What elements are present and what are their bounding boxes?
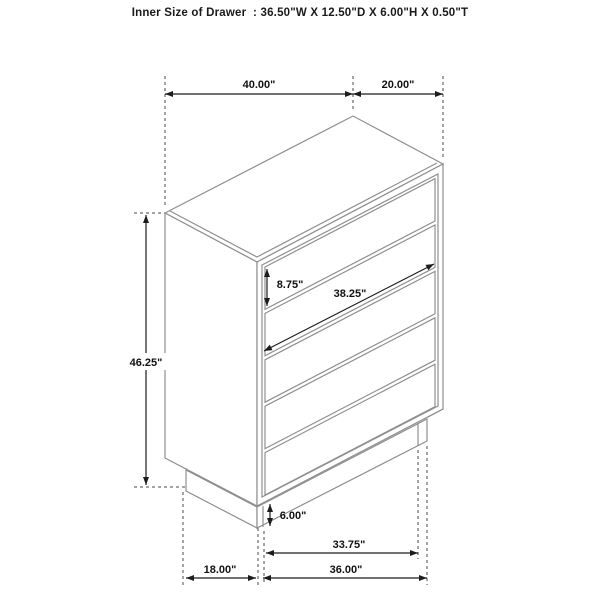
dim-label-base-width: 36.00": [329, 564, 363, 576]
dim-label-depth-top: 20.00": [381, 79, 415, 91]
dim-label-overall-height: 46.25": [129, 357, 163, 369]
arrowhead: [266, 550, 274, 556]
dresser-side-panel: [165, 213, 257, 506]
arrowhead: [186, 575, 194, 581]
arrowhead: [435, 91, 443, 97]
arrowhead: [410, 550, 418, 556]
arrowhead: [143, 477, 149, 485]
dim-label-leg-span-width: 33.75": [332, 539, 366, 551]
arrowhead: [143, 215, 149, 223]
arrowhead: [419, 575, 427, 581]
dimension-base-depth: [186, 564, 256, 581]
dim-label-leg-height: 6.00": [279, 510, 307, 522]
dimension-base-width: [263, 564, 427, 581]
dim-label-width-top: 40.00": [242, 79, 276, 91]
arrowhead: [345, 91, 353, 97]
dimension-overall-height: [123, 215, 169, 485]
dim-label-drawer-front-height: 8.75": [276, 279, 304, 291]
dresser-body: [165, 116, 443, 528]
dim-label-drawer-front-width: 38.25": [333, 288, 367, 300]
arrowhead: [165, 91, 173, 97]
dimension-leg-span-width: [266, 539, 418, 556]
dim-label-base-depth: 18.00": [203, 564, 237, 576]
dimension-width-top: [165, 79, 443, 97]
arrowhead: [353, 91, 361, 97]
diagram-title: Inner Size of Drawer : 36.50"W X 12.50"D X 6.00"H X 0.50"T: [131, 7, 469, 19]
arrowhead: [248, 575, 256, 581]
